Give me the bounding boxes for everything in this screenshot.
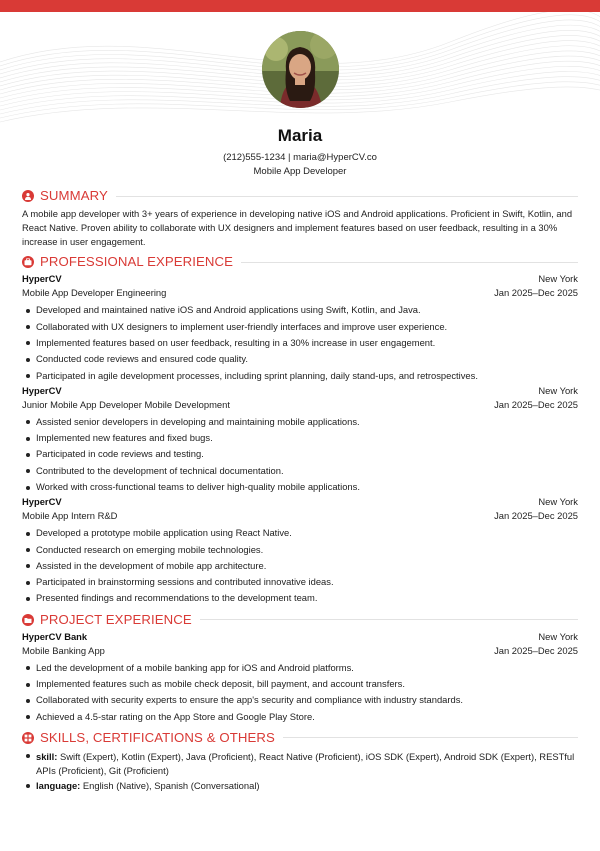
top-accent-bar	[0, 0, 600, 12]
contact-separator: |	[288, 152, 291, 163]
job-location: New York	[538, 273, 578, 285]
projects-title: PROJECT EXPERIENCE	[40, 611, 192, 627]
summary-section-header	[22, 186, 578, 206]
email-address: maria@HyperCV.co	[293, 152, 377, 163]
user-icon	[22, 190, 34, 202]
list-item: Collaborated with security experts to ensure the app's security and compliance with industry standards.	[22, 692, 578, 708]
project-name: Mobile Banking App	[22, 644, 105, 656]
skill-value: Swift (Expert), Kotlin (Expert), Java (Proficient), React Native (Proficient), iOS SDK (Expert), Android SDK (Expert), RESTful APIs (Proficient), Git (Proficient)	[36, 750, 575, 776]
job-entry	[22, 272, 578, 383]
list-item: Collaborated with UX designers to implement user-friendly interfaces and improve user experience.	[22, 319, 578, 335]
section-divider	[283, 737, 578, 738]
section-divider	[116, 196, 578, 197]
list-item: Developed and maintained native iOS and Android applications using Swift, Kotlin, and Java.	[22, 302, 578, 318]
job-position: Mobile App Developer Engineering	[22, 287, 167, 299]
list-item: Participated in brainstorming sessions and contributed innovative ideas.	[22, 574, 578, 590]
briefcase-icon	[22, 256, 34, 268]
list-item: Assisted in the development of mobile app architecture.	[22, 558, 578, 574]
list-item: Worked with cross-functional teams to deliver high-quality mobile applications.	[22, 479, 578, 495]
job-location: New York	[538, 384, 578, 396]
skills-title: SKILLS, CERTIFICATIONS & OTHERS	[40, 730, 275, 746]
resume-body	[22, 186, 578, 795]
experience-title: PROFESSIONAL EXPERIENCE	[40, 254, 234, 270]
summary-text: A mobile app developer with 3+ years of experience in developing native iOS and Android applications. Proficient in Swift, Kotlin, and React Native. Proven ability to collaborate with UX designers and implement features based on user feedback, resulting in a 30% increase in user engagement.	[22, 208, 573, 248]
job-position: Junior Mobile App Developer Mobile Development	[22, 398, 230, 410]
list-item: Presented findings and recommendations to the development team.	[22, 590, 578, 606]
list-item: Contributed to the development of technical documentation.	[22, 463, 578, 479]
candidate-name: Maria	[277, 126, 323, 145]
project-entry	[22, 630, 578, 725]
list-item	[22, 750, 578, 777]
job-dates: Jan 2025–Dec 2025	[494, 287, 578, 299]
list-item: Led the development of a mobile banking app for iOS and Android platforms.	[22, 660, 578, 676]
job-entry	[22, 495, 578, 606]
list-item: Implemented features based on user feedback, resulting in a 30% increase in user engagement.	[22, 335, 578, 351]
company-name: HyperCV	[22, 384, 62, 396]
list-item: Implemented features such as mobile check deposit, bill payment, and account transfers.	[22, 676, 578, 692]
skills-section-header	[22, 728, 578, 748]
list-item: Assisted senior developers in developing and maintaining mobile applications.	[22, 414, 578, 430]
job-role: Mobile App Developer	[253, 166, 347, 177]
company-name: HyperCV	[22, 273, 62, 285]
list-item: Conducted research on emerging mobile technologies.	[22, 542, 578, 558]
job-location: New York	[538, 496, 578, 508]
contact-line	[0, 152, 600, 163]
job-dates: Jan 2025–Dec 2025	[494, 510, 578, 522]
section-divider	[200, 619, 578, 620]
experience-section-header	[22, 252, 578, 272]
avatar	[262, 31, 339, 108]
list-item: Developed a prototype mobile application using React Native.	[22, 525, 578, 541]
job-dates: Jan 2025–Dec 2025	[494, 398, 578, 410]
job-position: Mobile App Intern R&D	[22, 510, 118, 522]
section-divider	[241, 262, 578, 263]
company-name: HyperCV	[22, 496, 62, 508]
summary-title: SUMMARY	[40, 188, 108, 204]
language-value: English (Native), Spanish (Conversational)	[82, 780, 260, 792]
skill-label: skill:	[36, 750, 58, 762]
grid-icon	[22, 732, 34, 744]
list-item	[22, 779, 578, 793]
list-item: Participated in code reviews and testing.	[22, 446, 578, 462]
list-item: Conducted code reviews and ensured code quality.	[22, 351, 578, 367]
project-dates: Jan 2025–Dec 2025	[494, 644, 578, 656]
folder-icon	[22, 614, 34, 626]
list-item: Participated in agile development processes, including sprint planning, daily stand-ups, and retrospectives.	[22, 368, 578, 384]
phone-number: (212)555-1234	[223, 152, 286, 163]
projects-section-header	[22, 610, 578, 630]
language-label: language:	[36, 780, 81, 792]
list-item: Achieved a 4.5-star rating on the App Store and Google Play Store.	[22, 709, 578, 725]
project-company: HyperCV Bank	[22, 630, 88, 642]
list-item: Implemented new features and fixed bugs.	[22, 430, 578, 446]
project-location: New York	[538, 630, 578, 642]
job-entry	[22, 384, 578, 495]
